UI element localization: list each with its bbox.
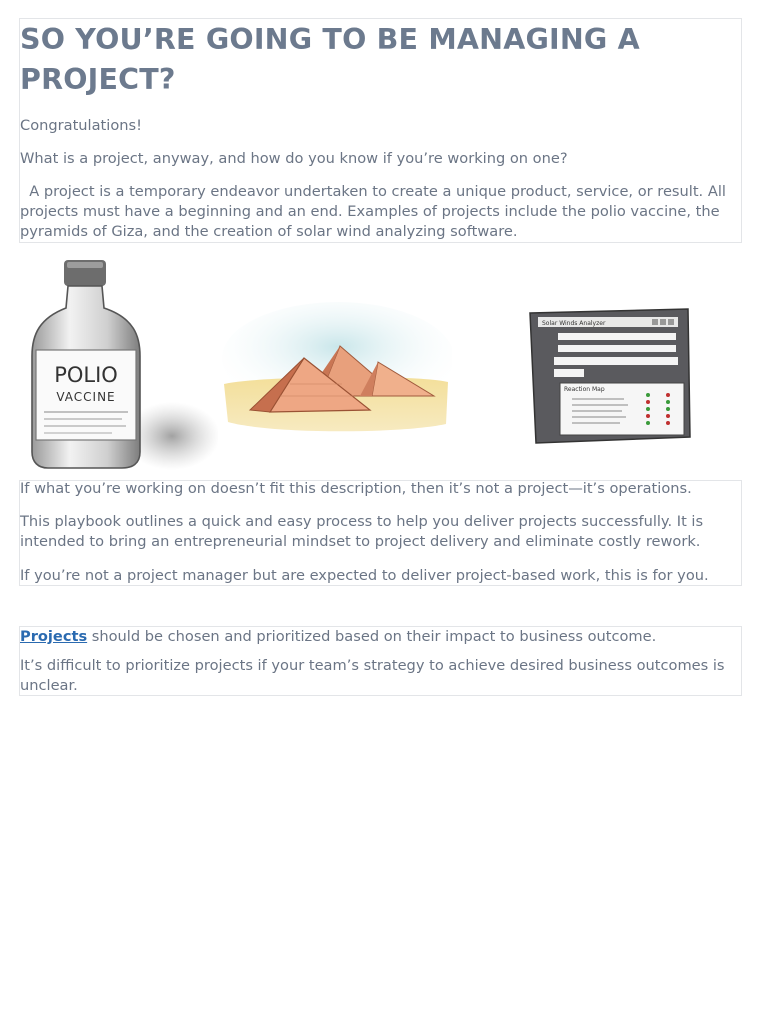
projects-paragraph <box>20 627 742 647</box>
playbook-text: This playbook outlines a quick and easy process to help you deliver projects successfully. It is intended to bring an entrepreneurial mindset to project delivery and eliminate costly rework. <box>20 513 704 550</box>
screen-title: Solar Winds Analyzer <box>542 320 606 327</box>
polio-vaccine-bottle-image <box>22 256 218 474</box>
question-text: What is a project, anyway, and how do you know if you’re working on one? <box>20 150 568 167</box>
projects-link[interactable]: Projects <box>20 628 88 645</box>
screen-panel-title: Reaction Map <box>564 386 605 393</box>
projects-paragraph-rest: should be chosen and prioritized based on their impact to business outcome. <box>87 628 657 645</box>
bottle-label-line1: POLIO <box>54 363 118 387</box>
definition-text: A project is a temporary endeavor undertaken to create a unique product, service, or result. All projects must have a beginning and an end. Examples of projects include the polio vaccine, the pyramids of Giza, and the creation of solar wind analyzing software. <box>20 183 731 240</box>
operations-text: If what you’re working on doesn’t fit this description, then it’s not a project—it’s operations. <box>20 480 692 497</box>
difficult-text: It’s difficult to prioritize projects if your team’s strategy to achieve desired business outcomes is unclear. <box>20 657 725 694</box>
solar-wind-software-image <box>524 305 694 447</box>
page-title: SO YOU’RE GOING TO BE MANAGING A PROJECT? <box>20 23 640 96</box>
bottle-label-line2: VACCINE <box>56 390 116 404</box>
pyramids-of-giza-image <box>220 300 452 440</box>
congrats-text: Congratulations! <box>20 117 142 134</box>
not-pm-text: If you’re not a project manager but are expected to deliver project-based work, this is for you. <box>20 567 709 584</box>
